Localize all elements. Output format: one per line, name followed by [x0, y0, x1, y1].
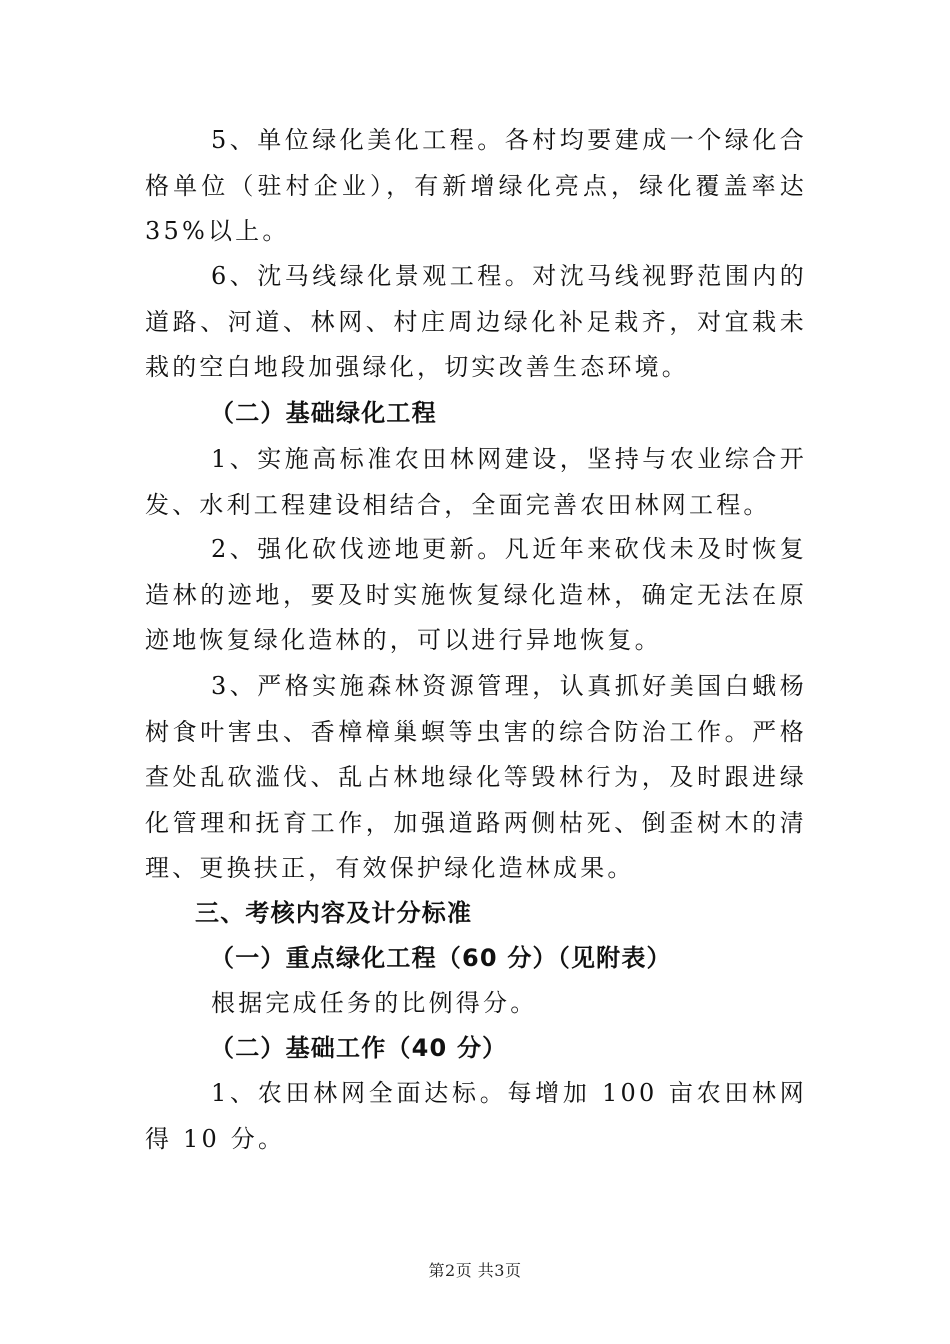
paragraph-forest-management: 3、严格实施森林资源管理，认真抓好美国白蛾杨树食叶害虫、香樟樟巢螟等虫害的综合防治工作。严格查处乱砍滥伐、乱占林地绿化等毁林行为，及时跟进绿化管理和抚育工作，加强道路两侧枯死、倒歪树木的清理、更换扶正，有效保护绿化造林成果。 — [145, 672, 807, 882]
heading-assessment: 三、考核内容及计分标准 — [195, 899, 473, 927]
paragraph-logging-renewal: 2、强化砍伐迹地更新。凡近年来砍伐未及时恢复造林的迹地，要及时实施恢复绿化造林，确定无法在原迹地恢复绿化造林的，可以进行异地恢复。 — [145, 535, 807, 654]
page-footer: 第2页 共3页 — [428, 1261, 522, 1280]
heading-key-greening: （一）重点绿化工程（60 分）（见附表） — [210, 944, 672, 972]
paragraph-shenma-line: 6、沈马线绿化景观工程。对沈马线视野范围内的道路、河道、林网、村庄周边绿化补足栽齐，对宜栽未栽的空白地段加强绿化，切实改善生态环境。 — [145, 262, 807, 381]
heading-basic-greening: （二）基础绿化工程 — [210, 399, 437, 427]
paragraph-farmland-network: 1、实施高标准农田林网建设，坚持与农业综合开发、水利工程建设相结合，全面完善农田林网工程。 — [145, 445, 807, 519]
heading-basic-work: （二）基础工作（40 分） — [210, 1034, 508, 1062]
paragraph-farmland-standard: 1、农田林网全面达标。每增加 100 亩农田林网得 10 分。 — [145, 1079, 807, 1153]
paragraph-greening-units: 5、单位绿化美化工程。各村均要建成一个绿化合格单位（驻村企业），有新增绿化亮点，绿化覆盖率达 35%以上。 — [145, 126, 807, 245]
paragraph-score-ratio: 根据完成任务的比例得分。 — [211, 989, 538, 1017]
